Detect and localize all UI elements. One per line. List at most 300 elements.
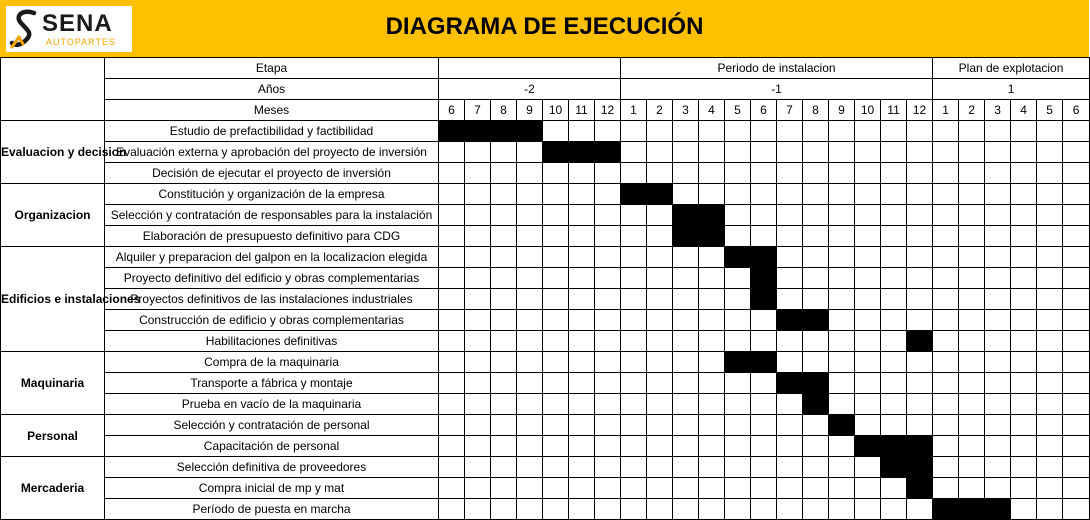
gantt-empty-cell — [959, 331, 985, 352]
gantt-bar-cell — [855, 436, 881, 457]
gantt-empty-cell — [959, 457, 985, 478]
gantt-empty-cell — [699, 394, 725, 415]
task-label: Proyectos definitivos de las instalaciones industriales — [105, 289, 439, 310]
gantt-empty-cell — [725, 121, 751, 142]
gantt-empty-cell — [465, 436, 491, 457]
gantt-empty-cell — [491, 415, 517, 436]
gantt-empty-cell — [881, 205, 907, 226]
gantt-empty-cell — [725, 457, 751, 478]
gantt-empty-cell — [1063, 352, 1090, 373]
gantt-empty-cell — [621, 457, 647, 478]
gantt-empty-cell — [491, 499, 517, 520]
gantt-empty-cell — [751, 121, 777, 142]
gantt-empty-cell — [491, 310, 517, 331]
task-label: Estudio de prefactibilidad y factibilidad — [105, 121, 439, 142]
gantt-empty-cell — [569, 121, 595, 142]
task-label: Elaboración de presupuesto definitivo para CDG — [105, 226, 439, 247]
gantt-empty-cell — [777, 457, 803, 478]
gantt-empty-cell — [1011, 394, 1037, 415]
task-row — [1, 142, 1090, 163]
month-tick-label: 4 — [1011, 100, 1037, 121]
gantt-empty-cell — [907, 352, 933, 373]
gantt-empty-cell — [439, 394, 465, 415]
gantt-empty-cell — [907, 394, 933, 415]
gantt-empty-cell — [621, 499, 647, 520]
gantt-empty-cell — [881, 163, 907, 184]
year-row — [1, 79, 1090, 100]
gantt-empty-cell — [621, 289, 647, 310]
gantt-empty-cell — [1037, 457, 1063, 478]
gantt-empty-cell — [751, 163, 777, 184]
gantt-empty-cell — [647, 268, 673, 289]
gantt-empty-cell — [569, 457, 595, 478]
gantt-empty-cell — [621, 331, 647, 352]
gantt-empty-cell — [985, 436, 1011, 457]
gantt-empty-cell — [647, 331, 673, 352]
meses-label: Meses — [105, 100, 439, 121]
gantt-empty-cell — [439, 331, 465, 352]
gantt-empty-cell — [543, 226, 569, 247]
task-row — [1, 289, 1090, 310]
gantt-empty-cell — [985, 226, 1011, 247]
task-label: Compra de la maquinaria — [105, 352, 439, 373]
gantt-empty-cell — [803, 457, 829, 478]
gantt-empty-cell — [1063, 142, 1090, 163]
gantt-empty-cell — [777, 184, 803, 205]
gantt-empty-cell — [725, 268, 751, 289]
gantt-empty-cell — [517, 226, 543, 247]
gantt-empty-cell — [1011, 499, 1037, 520]
gantt-empty-cell — [855, 331, 881, 352]
gantt-empty-cell — [699, 268, 725, 289]
gantt-empty-cell — [855, 394, 881, 415]
gantt-empty-cell — [517, 184, 543, 205]
gantt-empty-cell — [1063, 499, 1090, 520]
gantt-empty-cell — [569, 499, 595, 520]
gantt-empty-cell — [673, 478, 699, 499]
gantt-empty-cell — [465, 352, 491, 373]
task-row — [1, 478, 1090, 499]
gantt-empty-cell — [881, 121, 907, 142]
gantt-empty-cell — [517, 142, 543, 163]
gantt-empty-cell — [881, 499, 907, 520]
gantt-empty-cell — [959, 373, 985, 394]
month-tick-label: 7 — [465, 100, 491, 121]
gantt-empty-cell — [647, 247, 673, 268]
gantt-empty-cell — [933, 436, 959, 457]
month-tick-label: 12 — [595, 100, 621, 121]
gantt-empty-cell — [621, 436, 647, 457]
month-tick-label: 5 — [725, 100, 751, 121]
task-row — [1, 457, 1090, 478]
stage-cell — [439, 58, 621, 79]
page-title: DIAGRAMA DE EJECUCIÓN — [385, 13, 704, 40]
gantt-empty-cell — [595, 268, 621, 289]
gantt-empty-cell — [933, 247, 959, 268]
gantt-empty-cell — [621, 415, 647, 436]
gantt-empty-cell — [881, 184, 907, 205]
gantt-empty-cell — [777, 205, 803, 226]
gantt-empty-cell — [855, 415, 881, 436]
gantt-empty-cell — [647, 142, 673, 163]
gantt-empty-cell — [803, 163, 829, 184]
gantt-empty-cell — [569, 205, 595, 226]
gantt-empty-cell — [829, 436, 855, 457]
gantt-empty-cell — [881, 247, 907, 268]
gantt-empty-cell — [751, 310, 777, 331]
group-label: Mercaderia — [1, 457, 105, 520]
gantt-empty-cell — [621, 373, 647, 394]
gantt-empty-cell — [673, 499, 699, 520]
gantt-empty-cell — [751, 394, 777, 415]
gantt-empty-cell — [491, 184, 517, 205]
gantt-empty-cell — [647, 163, 673, 184]
stage-cell: Plan de explotacion — [933, 58, 1090, 79]
gantt-empty-cell — [439, 478, 465, 499]
gantt-empty-cell — [699, 352, 725, 373]
gantt-empty-cell — [907, 289, 933, 310]
gantt-empty-cell — [751, 478, 777, 499]
gantt-empty-cell — [517, 268, 543, 289]
gantt-empty-cell — [1063, 436, 1090, 457]
gantt-empty-cell — [777, 289, 803, 310]
gantt-empty-cell — [907, 247, 933, 268]
gantt-empty-cell — [1063, 289, 1090, 310]
gantt-bar-cell — [621, 184, 647, 205]
gantt-empty-cell — [829, 205, 855, 226]
logo-text: SENA — [42, 10, 113, 37]
gantt-empty-cell — [543, 457, 569, 478]
gantt-empty-cell — [1011, 436, 1037, 457]
gantt-empty-cell — [1063, 205, 1090, 226]
gantt-empty-cell — [595, 163, 621, 184]
gantt-empty-cell — [1063, 331, 1090, 352]
gantt-empty-cell — [569, 226, 595, 247]
gantt-empty-cell — [829, 457, 855, 478]
gantt-empty-cell — [517, 436, 543, 457]
task-label: Proyecto definitivo del edificio y obras complementarias — [105, 268, 439, 289]
gantt-empty-cell — [465, 184, 491, 205]
gantt-empty-cell — [647, 457, 673, 478]
month-row — [1, 100, 1090, 121]
gantt-empty-cell — [439, 436, 465, 457]
group-label: Maquinaria — [1, 352, 105, 415]
gantt-empty-cell — [1037, 289, 1063, 310]
gantt-empty-cell — [855, 373, 881, 394]
gantt-empty-cell — [595, 121, 621, 142]
gantt-empty-cell — [777, 247, 803, 268]
gantt-empty-cell — [491, 331, 517, 352]
gantt-empty-cell — [959, 121, 985, 142]
gantt-empty-cell — [725, 184, 751, 205]
gantt-empty-cell — [1037, 310, 1063, 331]
task-label: Prueba en vacío de la maquinaria — [105, 394, 439, 415]
gantt-empty-cell — [569, 289, 595, 310]
gantt-empty-cell — [829, 247, 855, 268]
gantt-empty-cell — [491, 268, 517, 289]
gantt-empty-cell — [1011, 289, 1037, 310]
gantt-empty-cell — [465, 268, 491, 289]
task-row — [1, 121, 1090, 142]
gantt-empty-cell — [647, 436, 673, 457]
gantt-empty-cell — [699, 163, 725, 184]
gantt-empty-cell — [569, 268, 595, 289]
group-label: Evaluacion y decision — [1, 121, 105, 184]
gantt-empty-cell — [803, 142, 829, 163]
gantt-empty-cell — [725, 142, 751, 163]
gantt-empty-cell — [543, 331, 569, 352]
month-tick-label: 4 — [699, 100, 725, 121]
gantt-empty-cell — [985, 121, 1011, 142]
gantt-bar-cell — [595, 142, 621, 163]
gantt-empty-cell — [569, 373, 595, 394]
gantt-empty-cell — [569, 394, 595, 415]
gantt-bar-cell — [907, 478, 933, 499]
gantt-empty-cell — [517, 457, 543, 478]
gantt-empty-cell — [777, 268, 803, 289]
gantt-bar-cell — [751, 268, 777, 289]
gantt-empty-cell — [699, 373, 725, 394]
gantt-empty-cell — [1037, 436, 1063, 457]
gantt-empty-cell — [777, 331, 803, 352]
task-label: Evaluación externa y aprobación del proyecto de inversión — [105, 142, 439, 163]
gantt-empty-cell — [1063, 394, 1090, 415]
gantt-empty-cell — [907, 415, 933, 436]
gantt-empty-cell — [907, 268, 933, 289]
task-row — [1, 310, 1090, 331]
gantt-empty-cell — [777, 436, 803, 457]
gantt-empty-cell — [725, 499, 751, 520]
gantt-empty-cell — [439, 268, 465, 289]
gantt-empty-cell — [1063, 457, 1090, 478]
group-label: Edificios e instalaciones — [1, 247, 105, 352]
gantt-empty-cell — [907, 499, 933, 520]
task-row — [1, 373, 1090, 394]
task-row — [1, 352, 1090, 373]
gantt-empty-cell — [829, 310, 855, 331]
gantt-empty-cell — [439, 415, 465, 436]
gantt-empty-cell — [803, 478, 829, 499]
gantt-empty-cell — [725, 373, 751, 394]
gantt-empty-cell — [985, 268, 1011, 289]
gantt-empty-cell — [959, 289, 985, 310]
stage-cell: Periodo de instalacion — [621, 58, 933, 79]
gantt-empty-cell — [803, 226, 829, 247]
gantt-empty-cell — [517, 331, 543, 352]
gantt-empty-cell — [673, 121, 699, 142]
gantt-empty-cell — [855, 226, 881, 247]
gantt-empty-cell — [465, 331, 491, 352]
month-tick-label: 6 — [1063, 100, 1090, 121]
gantt-empty-cell — [491, 352, 517, 373]
gantt-empty-cell — [699, 457, 725, 478]
gantt-empty-cell — [569, 184, 595, 205]
gantt-empty-cell — [1037, 163, 1063, 184]
gantt-empty-cell — [803, 415, 829, 436]
gantt-empty-cell — [933, 478, 959, 499]
gantt-empty-cell — [803, 184, 829, 205]
task-row — [1, 415, 1090, 436]
gantt-empty-cell — [673, 310, 699, 331]
gantt-empty-cell — [595, 289, 621, 310]
gantt-empty-cell — [985, 331, 1011, 352]
gantt-empty-cell — [725, 289, 751, 310]
gantt-empty-cell — [491, 289, 517, 310]
gantt-empty-cell — [933, 352, 959, 373]
gantt-empty-cell — [725, 163, 751, 184]
gantt-empty-cell — [777, 394, 803, 415]
gantt-empty-cell — [491, 457, 517, 478]
gantt-empty-cell — [829, 331, 855, 352]
gantt-empty-cell — [985, 142, 1011, 163]
gantt-empty-cell — [985, 478, 1011, 499]
gantt-empty-cell — [1011, 226, 1037, 247]
gantt-bar-cell — [933, 499, 959, 520]
task-label: Selección y contratación de personal — [105, 415, 439, 436]
gantt-empty-cell — [439, 142, 465, 163]
gantt-empty-cell — [985, 310, 1011, 331]
gantt-empty-cell — [725, 205, 751, 226]
gantt-empty-cell — [647, 478, 673, 499]
gantt-empty-cell — [621, 352, 647, 373]
gantt-bar-cell — [543, 142, 569, 163]
gantt-empty-cell — [933, 163, 959, 184]
gantt-empty-cell — [465, 373, 491, 394]
task-label: Alquiler y preparacion del galpon en la localizacion elegida — [105, 247, 439, 268]
gantt-empty-cell — [855, 184, 881, 205]
gantt-bar-cell — [725, 247, 751, 268]
gantt-empty-cell — [933, 331, 959, 352]
gantt-bar-cell — [907, 331, 933, 352]
gantt-empty-cell — [959, 478, 985, 499]
gantt-empty-cell — [621, 142, 647, 163]
month-tick-label: 5 — [1037, 100, 1063, 121]
gantt-empty-cell — [725, 226, 751, 247]
gantt-bar-cell — [881, 457, 907, 478]
gantt-empty-cell — [751, 226, 777, 247]
gantt-empty-cell — [907, 373, 933, 394]
gantt-empty-cell — [777, 121, 803, 142]
gantt-empty-cell — [699, 478, 725, 499]
gantt-empty-cell — [543, 415, 569, 436]
gantt-empty-cell — [595, 457, 621, 478]
gantt-bar-cell — [777, 310, 803, 331]
gantt-empty-cell — [517, 499, 543, 520]
gantt-empty-cell — [595, 415, 621, 436]
gantt-empty-cell — [1037, 184, 1063, 205]
gantt-empty-cell — [569, 310, 595, 331]
gantt-empty-cell — [751, 373, 777, 394]
gantt-empty-cell — [829, 121, 855, 142]
gantt-empty-cell — [465, 205, 491, 226]
gantt-empty-cell — [1037, 373, 1063, 394]
month-tick-label: 8 — [491, 100, 517, 121]
gantt-empty-cell — [595, 226, 621, 247]
gantt-empty-cell — [1037, 478, 1063, 499]
gantt-empty-cell — [751, 457, 777, 478]
gantt-empty-cell — [1011, 310, 1037, 331]
gantt-empty-cell — [881, 352, 907, 373]
gantt-empty-cell — [881, 268, 907, 289]
gantt-empty-cell — [751, 142, 777, 163]
gantt-empty-cell — [1063, 373, 1090, 394]
etapa-label: Etapa — [105, 58, 439, 79]
gantt-empty-cell — [1037, 331, 1063, 352]
gantt-empty-cell — [543, 163, 569, 184]
gantt-empty-cell — [907, 310, 933, 331]
gantt-empty-cell — [517, 394, 543, 415]
gantt-empty-cell — [673, 142, 699, 163]
gantt-empty-cell — [829, 352, 855, 373]
gantt-empty-cell — [621, 247, 647, 268]
gantt-empty-cell — [725, 310, 751, 331]
gantt-empty-cell — [933, 121, 959, 142]
gantt-empty-cell — [881, 289, 907, 310]
gantt-empty-cell — [803, 121, 829, 142]
gantt-empty-cell — [1037, 142, 1063, 163]
gantt-empty-cell — [491, 436, 517, 457]
gantt-empty-cell — [959, 436, 985, 457]
gantt-bar-cell — [699, 205, 725, 226]
task-row — [1, 205, 1090, 226]
gantt-empty-cell — [777, 415, 803, 436]
gantt-bar-cell — [803, 394, 829, 415]
month-tick-label: 7 — [777, 100, 803, 121]
gantt-empty-cell — [1063, 478, 1090, 499]
gantt-empty-cell — [933, 289, 959, 310]
gantt-empty-cell — [751, 415, 777, 436]
gantt-empty-cell — [595, 247, 621, 268]
gantt-empty-cell — [803, 205, 829, 226]
gantt-empty-cell — [985, 247, 1011, 268]
gantt-bar-cell — [673, 205, 699, 226]
gantt-empty-cell — [647, 205, 673, 226]
gantt-empty-cell — [803, 289, 829, 310]
group-label: Personal — [1, 415, 105, 457]
gantt-empty-cell — [439, 184, 465, 205]
gantt-empty-cell — [647, 352, 673, 373]
gantt-empty-cell — [725, 331, 751, 352]
logo-subtext: AUTOPARTES — [46, 37, 117, 47]
group-label: Organizacion — [1, 184, 105, 247]
gantt-empty-cell — [465, 163, 491, 184]
gantt-empty-cell — [491, 142, 517, 163]
gantt-empty-cell — [777, 163, 803, 184]
gantt-empty-cell — [803, 352, 829, 373]
gantt-empty-cell — [777, 478, 803, 499]
gantt-empty-cell — [595, 436, 621, 457]
gantt-bar-cell — [881, 436, 907, 457]
gantt-empty-cell — [881, 142, 907, 163]
gantt-empty-cell — [543, 289, 569, 310]
gantt-bar-cell — [751, 352, 777, 373]
gantt-empty-cell — [751, 184, 777, 205]
gantt-empty-cell — [673, 247, 699, 268]
gantt-empty-cell — [569, 415, 595, 436]
gantt-empty-cell — [569, 247, 595, 268]
gantt-empty-cell — [621, 205, 647, 226]
gantt-empty-cell — [543, 499, 569, 520]
gantt-empty-cell — [439, 205, 465, 226]
gantt-empty-cell — [465, 394, 491, 415]
gantt-empty-cell — [543, 373, 569, 394]
gantt-empty-cell — [465, 142, 491, 163]
gantt-empty-cell — [959, 310, 985, 331]
task-label: Selección definitiva de proveedores — [105, 457, 439, 478]
month-tick-label: 6 — [751, 100, 777, 121]
gantt-empty-cell — [751, 205, 777, 226]
year-cell: -2 — [439, 79, 621, 100]
